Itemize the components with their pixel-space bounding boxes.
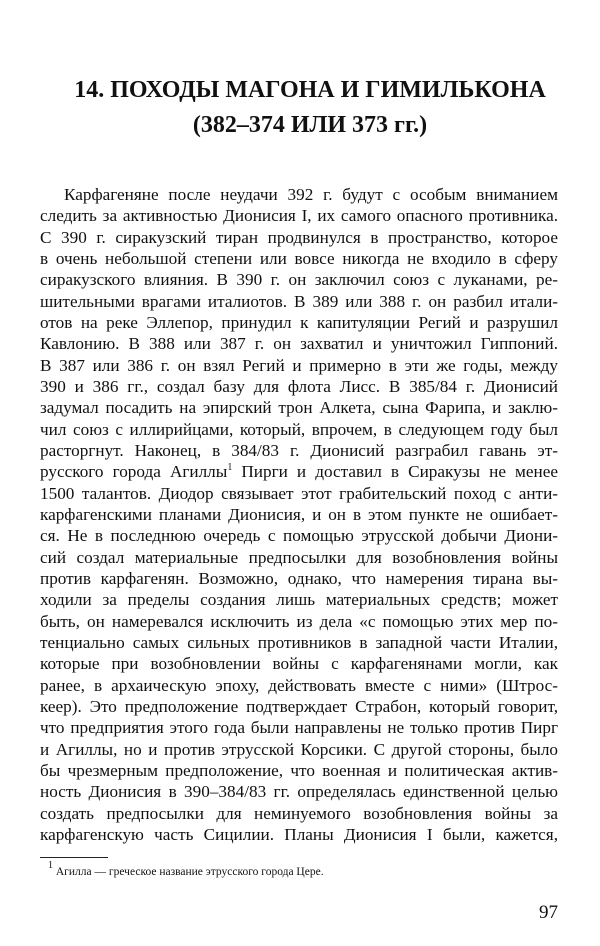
footnote-divider [40, 857, 108, 858]
text-line-content: В 387 или 386 г. он взял Регий и примерно в эти же годы, между [40, 355, 558, 375]
text-line-content: что предприятия этого года были направлены не только против Пирг [40, 718, 558, 738]
text-line [40, 483, 558, 504]
text-line-content: следить за активностью Дионисия I, их самого опасного противника. [40, 206, 558, 226]
text-line-content: и Агиллы, но и против этрусской Корсики. С другой стороны, было [40, 739, 558, 759]
text-line-content: тенциально самых сильных противников в западной части Италии, [40, 632, 558, 652]
text-line-content: чил союз с иллирийцами, который, впрочем, в следующем году был [40, 419, 558, 439]
text-line [40, 632, 558, 653]
chapter-title-line-2: (382–374 ИЛИ 373 гг.) [192, 112, 428, 138]
text-line-content: расторгнут. Наконец, в 384/83 г. Дионисий разграбил гавань эт- [40, 440, 558, 460]
text-line [40, 781, 558, 802]
text-line [40, 355, 558, 376]
text-line-content: отов на реке Эллепор, принудил к капитуляции Регий и разрушил [40, 312, 558, 332]
text-line [40, 568, 558, 589]
text-line-content: быть, он намеревался исключить из дела «с помощью этих мер по- [40, 611, 558, 631]
text-line-content: в очень небольшой степени или вовсе никогда не входило в сферу [40, 248, 558, 268]
chapter-title-line-1: 14. ПОХОДЫ МАГОНА И ГИМИЛЬКОНА [74, 77, 546, 103]
body-text [40, 184, 558, 845]
text-line [40, 675, 558, 696]
text-line-content: сий создал материальные предпосылки для возобновления войны [40, 547, 558, 567]
text-line-content: ходили за пределы создания лишь материальных средств; может [40, 590, 558, 610]
text-line [40, 333, 558, 354]
text-line [40, 440, 558, 461]
text-line [40, 269, 558, 290]
text-line [40, 461, 558, 482]
text-line [40, 824, 558, 845]
text-line [40, 717, 558, 738]
text-line-content: Карфагеняне после неудачи 392 г. будут с особым вниманием [64, 185, 558, 204]
text-line-content: ность Дионисия в 390–384/83 гг. определялась единственной целью [40, 782, 558, 802]
text-line [40, 376, 558, 397]
text-line [40, 291, 558, 312]
text-line [40, 227, 558, 248]
text-line [40, 696, 558, 717]
text-line-content: Пирги и доставил в Сиракузы не менее [232, 462, 558, 482]
text-line-content: сиракузского влияния. В 390 г. он заключил союз с луканами, ре- [40, 270, 558, 290]
text-line [40, 248, 558, 269]
footnote-mark: 1 [48, 860, 53, 871]
text-line [40, 653, 558, 674]
text-line [40, 312, 558, 333]
text-line-content: Кавлонию. В 388 или 387 г. он захватил и уничтожил Гиппоний. [40, 334, 558, 354]
footnote-text: Агилла — греческое название этрусского города Цере. [55, 866, 324, 878]
text-line-content: карфагенскую часть Сицилии. Планы Дионисия I были, кажется, [40, 824, 558, 844]
text-line [40, 504, 558, 525]
text-line [40, 589, 558, 610]
text-line [40, 611, 558, 632]
text-line [40, 205, 558, 226]
text-line [40, 184, 558, 205]
text-line [40, 760, 558, 781]
text-line [40, 525, 558, 546]
footnote-reference: 1 [227, 462, 233, 474]
text-line-content: 1500 талантов. Диодор связывает этот грабительский поход с анти- [40, 483, 558, 503]
text-line-content: задумал посадить на эпирский трон Алкета, сына Фарипа, и заклю- [40, 398, 558, 418]
text-line-content: бы чрезмерным предположение, что военная и политическая актив- [40, 760, 558, 780]
text-line-content: 390 и 386 гг., создал базу для флота Лисс. В 385/84 г. Дионисий [40, 376, 558, 396]
text-line-content: кеер). Это предположение подтверждает Страбон, который говорит, [40, 696, 558, 716]
text-line [40, 419, 558, 440]
text-line-content: ранее, в архаическую эпоху, действовать вместе с ними» (Штрос- [40, 675, 558, 695]
text-line-content: создать предпосылки для неминуемого возобновления войны за [40, 803, 558, 823]
text-line-content: шительными врагами италиотов. В 389 или 388 г. он разбил итали- [40, 291, 558, 311]
footnote [48, 860, 324, 878]
text-line [40, 547, 558, 568]
text-line [40, 803, 558, 824]
text-line-content: ся. Не в последнюю очередь с помощью этрусской добычи Диони- [40, 526, 558, 546]
text-line-content: русского города Агиллы [40, 462, 228, 482]
text-line [40, 739, 558, 760]
text-line-content: против карфагенян. Возможно, однако, что намерения тирана вы- [40, 568, 558, 588]
text-line-content: карфагенскими планами Дионисия, и он в этом пункте не ошибает- [40, 504, 558, 524]
page-number: 97 [539, 902, 558, 923]
text-line-content: С 390 г. сиракузский тиран продвинулся в пространство, которое [40, 227, 558, 247]
text-line-content: которые при возобновлении войны с карфагенянами могли, как [40, 654, 558, 674]
text-line [40, 397, 558, 418]
